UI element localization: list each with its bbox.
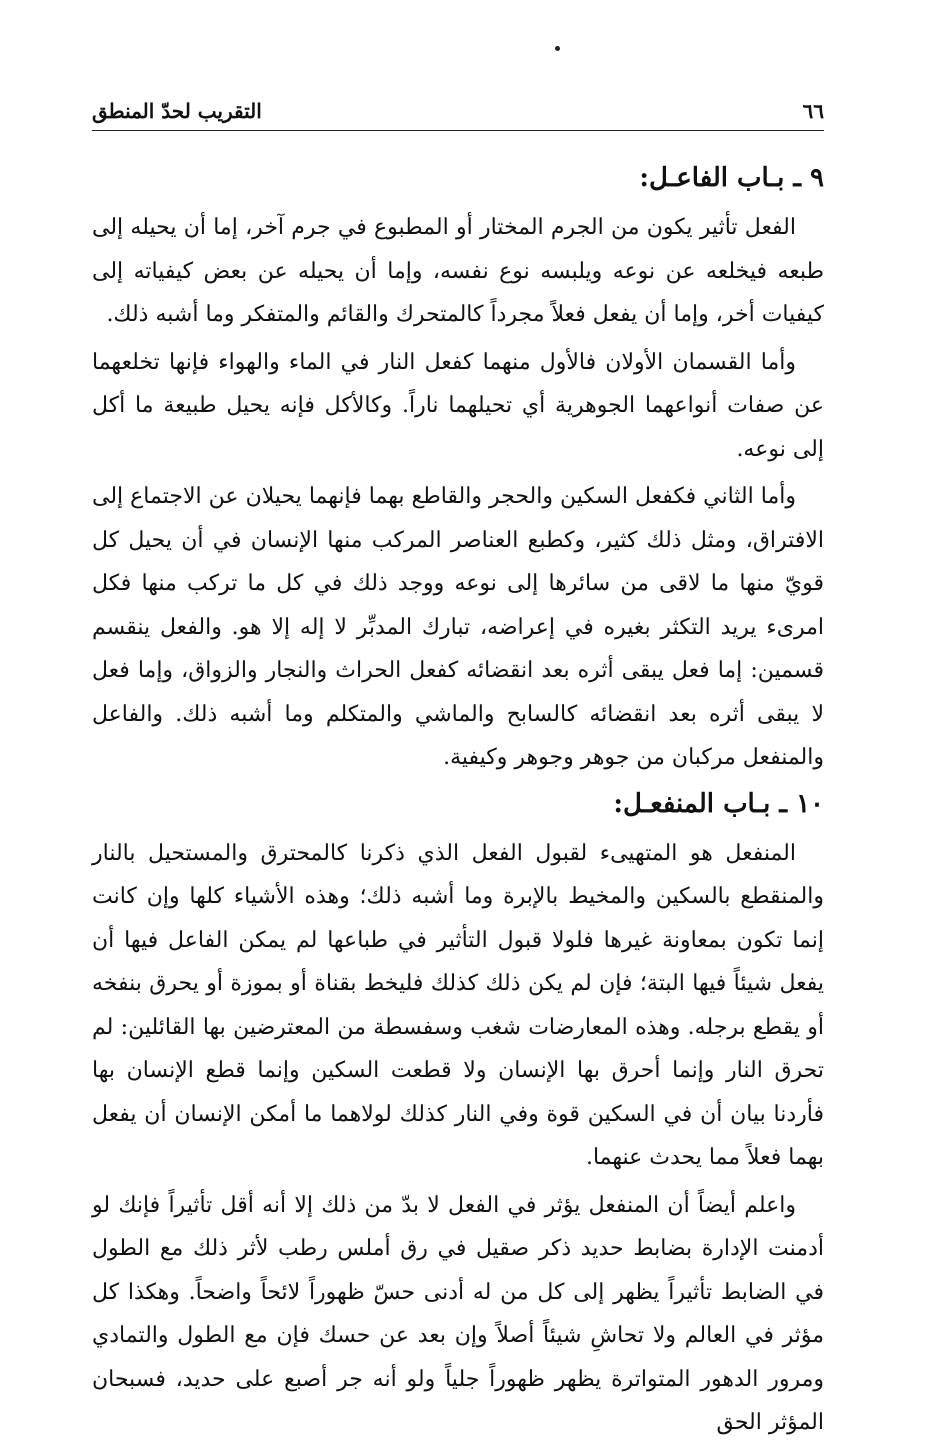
section-patient — [92, 786, 824, 1445]
paragraph: وأما الثاني فكفعل السكين والحجر والقاطع بهما فإنهما يحيلان عن الاجتماع إلى الافتراق، ومثل ذلك كثير، وكطبع العناصر المركب منها الإنسان في أن يحيل كل قويّ منها ما لاقى من سائرها إلى نوعه ووجد ذلك في كل ما تركب منها فكل امرىء يريد التكثر بغيره في إعراضه، تبارك المدبِّر لا إله إلا هو. والفعل ينقسم قسمين: إما فعل يبقى أثره بعد انقضائه كفعل الحراث والنجار والزواق، وإما فعل لا يبقى أثره بعد انقضائه كالسابح والماشي والمتكلم وما أشبه ذلك. والفاعل والمنفعل مركبان من جوهر وجوهر وكيفية. — [92, 484, 824, 770]
running-header — [92, 96, 824, 126]
page-number: ٦٦ — [802, 99, 824, 123]
paragraph: واعلم أيضاً أن المنفعل يؤثر في الفعل لا بدّ من ذلك إلا أنه أقل تأثيراً فإنك لو أدمنت الإدارة بضابط حديد ذكر صقيل في رق أملس رطب لأثر ذلك مع الطول في الضابط تأثيراً يظهر إلى كل من له أدنى حسّ ظهوراً لائحاً واضحاً. وهكذا كل مؤثر في العالم ولا تحاشِ شيئاً أصلاً وإن بعد عن حسك فإن مع الطول والتمادي ومرور الدهور المتواترة يظهر ظهوراً جلياً ولو أنه جر أصبع على حديد، فسبحان المؤثر الحق — [92, 1192, 824, 1435]
page-mark — [555, 46, 560, 51]
header-divider — [92, 130, 824, 131]
paragraph: الفعل تأثير يكون من الجرم المختار أو المطبوع في جرم آخر، إما أن يحيله إلى طبعه فيخلعه عن نوعه ويلبسه نوع نفسه، وإما أن يحيله عن بعض كيفياته إلى كيفيات أخر، وإما أن يفعل فعلاً مجرداً كالمتحرك والقائم والمتفكر وما أشبه ذلك. — [92, 215, 824, 327]
book-title: التقريب لحدّ المنطق — [92, 99, 262, 123]
paragraph: المنفعل هو المتهيىء لقبول الفعل الذي ذكرنا كالمحترق والمستحيل بالنار والمنقطع بالسكين والمخيط بالإبرة وما أشبه ذلك؛ وهذه الأشياء كلها وإن كانت إنما تكون بمعاونة غيرها فلولا قبول التأثير في طباعها لم يمكن الفاعل فيها أن يفعل شيئاً فيها البتة؛ فإن لم يكن ذلك كذلك فليخط بقناة أو بموزة أو يحرق بنفخه أو يقطع برجله. وهذه المعارضات شغب وسفسطة من المعترضين بها القائلين: لم تحرق النار وإنما أحرق بها الإنسان ولا قطعت السكين وإنما قطع الإنسان بها فأردنا بيان أن في السكين قوة وفي النار كذلك لولاهما ما أمكن الإنسان أن يفعل بهما فعلاً مما يحدث عنهما. — [92, 840, 824, 1170]
paragraph: وأما القسمان الأولان فالأول منهما كفعل النار في الماء والهواء فإنها تخلعهما عن صفات أنواعهما الجوهرية أي تحيلهما ناراً. وكالأكل فإنه يحيل طبيعة ما أكل إلى نوعه. — [92, 349, 824, 462]
section-heading: ٩ ـ بـاب الفاعـل: — [639, 163, 824, 193]
section-heading: ١٠ ـ بـاب المنفعـل: — [613, 788, 824, 819]
book-page — [92, 0, 824, 1435]
section-agent — [92, 160, 824, 780]
page-body — [92, 160, 824, 1449]
